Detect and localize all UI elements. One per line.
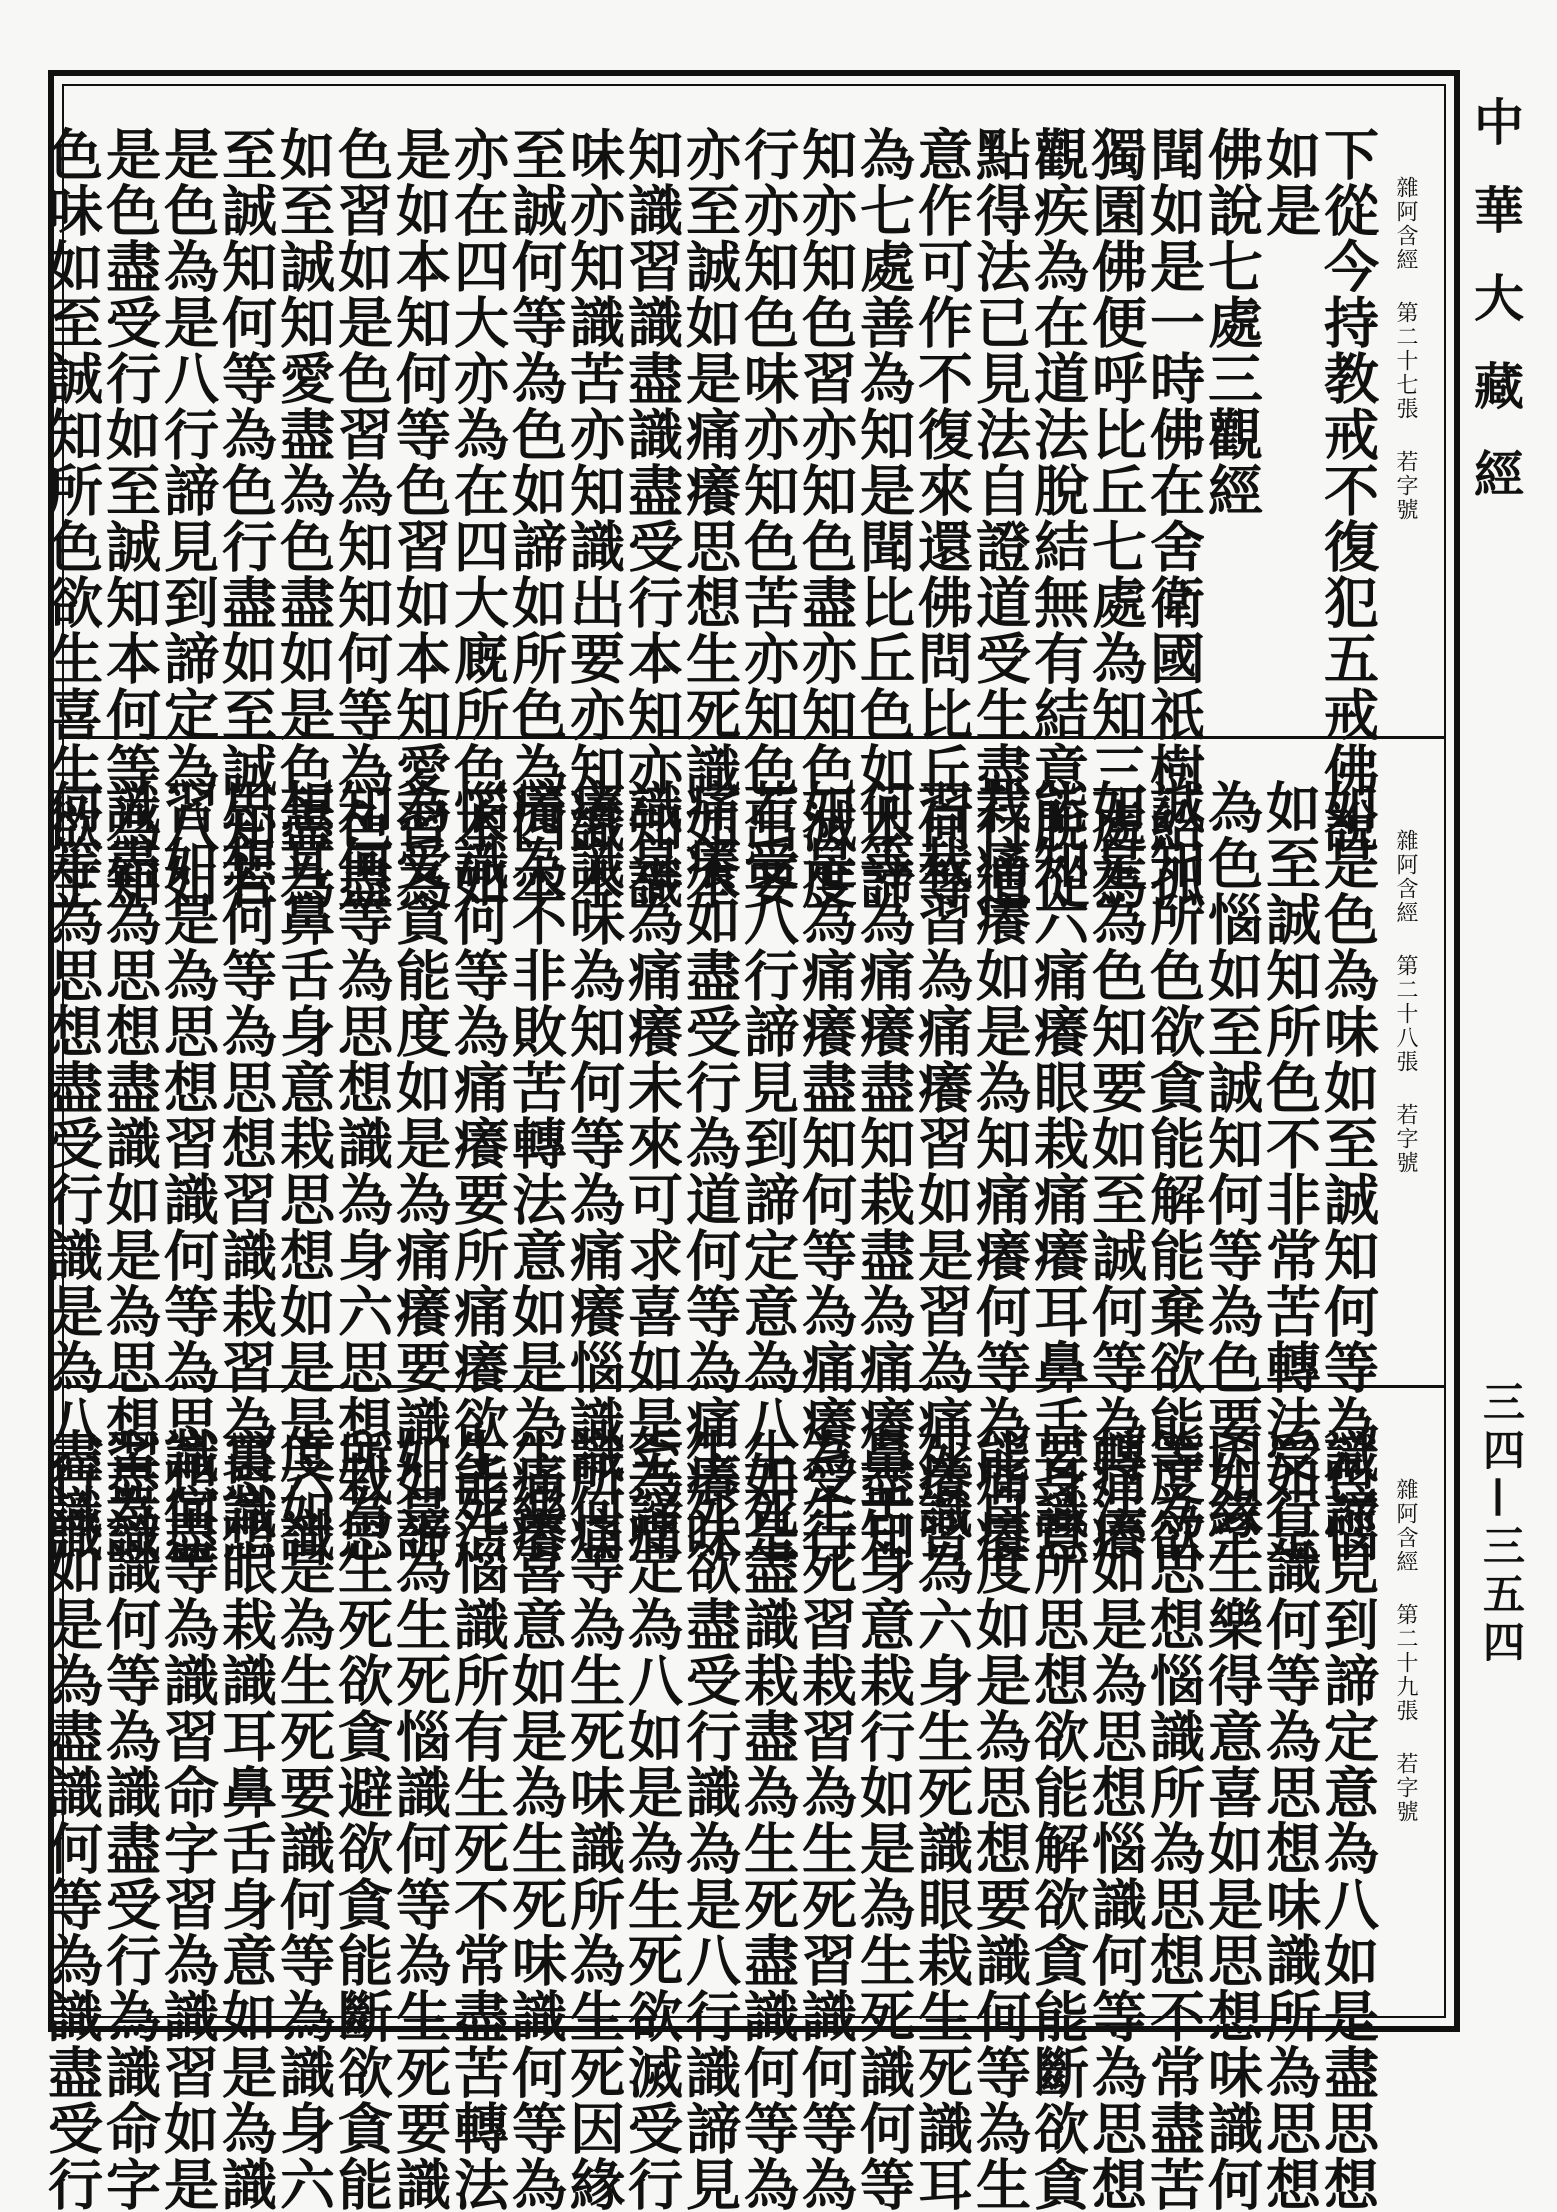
text-column: 度如是為生死要識何等為識身六 bbox=[271, 1428, 336, 2212]
text-column: 是色為是八行諦見到諦定為八如 bbox=[155, 126, 220, 910]
text-column: 佛說七處三觀經 bbox=[1199, 126, 1264, 518]
text-column: 至誠知何等為色行盡如至誠知若 bbox=[213, 126, 278, 910]
text-column: 識盡為思想盡識如是為思想盡識 bbox=[97, 779, 162, 1563]
text-column: 觀疾為在道法脫結無有結意脫從 bbox=[1025, 126, 1090, 910]
text-column: 生樂喜意如是為生死味識何等為 bbox=[503, 1428, 568, 2212]
text-column: 誠知所色欲貪能解能棄欲能度欲 bbox=[1141, 779, 1206, 1563]
text-column: 色味如至誠知所色欲生喜生欲生 bbox=[39, 126, 104, 910]
text-column: 下從今持教戒不復犯五戒佛說 bbox=[1315, 126, 1380, 854]
text-column: 至誠何等為色如諦如所色為四本 bbox=[503, 126, 568, 910]
panel-2-sutra-name: 雜阿含經 bbox=[1393, 829, 1418, 925]
text-column: 獨園佛便呼比丘七處為知三處為 bbox=[1083, 126, 1148, 910]
text-column: 為生死習栽習為生死習識何等為 bbox=[793, 1428, 858, 2212]
text-column: 習為識何等為識盡受行為識命字 bbox=[97, 1428, 162, 2212]
panel-1-volume-mark: 若字號 bbox=[1393, 450, 1418, 522]
text-column: 聞如是一時佛在舍衛國祇樹給孤 bbox=[1141, 126, 1206, 910]
text-column: 為受貪能度如是為痛癢要識如諦 bbox=[387, 779, 452, 1563]
text-column: 死識為六身生死識眼栽生死識耳 bbox=[909, 1428, 974, 2212]
text-column: 習栽習為痛癢習如是習為痛癢習 bbox=[909, 779, 974, 1563]
text-column: 若受八行諦見到諦定意為八如是 bbox=[735, 779, 800, 1563]
panel-2-volume-mark: 若字號 bbox=[1393, 1103, 1418, 1175]
text-column: 如是 bbox=[1257, 126, 1322, 238]
sutra-panel-3 bbox=[39, 1385, 1444, 2212]
text-column: 所為生死欲貪避欲貪能斷欲貪能 bbox=[329, 1428, 394, 2212]
text-column: 識是為痛癢未來可求喜如是為痛 bbox=[619, 779, 684, 1563]
text-column: 知識習識盡識盡受行本知亦知識 bbox=[619, 126, 684, 910]
text-column: 如是色為味如至誠知何等為色惱 bbox=[1315, 779, 1380, 1563]
text-column: 癢為不非敗苦轉法意如是為痛癢 bbox=[503, 779, 568, 1563]
panel-2-header bbox=[1376, 739, 1434, 1382]
text-column: 能自度如是為思想要識何等為生 bbox=[967, 1428, 1032, 2212]
text-column: 何等為思想盡受行識是為八行識 bbox=[39, 779, 104, 1563]
sutra-panel-2 bbox=[39, 736, 1444, 1563]
text-column: 痛癢如盡受行為道何等為痛癢味 bbox=[677, 779, 742, 1563]
text-column: 要識所思想欲能解欲貪能斷欲貪 bbox=[1025, 1428, 1090, 2212]
text-column: 是色盡受行如至誠知本何等為知 bbox=[97, 126, 162, 910]
text-column: 如是為生死惱識何等為生死要識 bbox=[387, 1428, 452, 2212]
text-column: 盡識如是為盡識何等為識盡受行 bbox=[39, 1428, 104, 2212]
text-column: 如是為痛癢盡知何等為痛癢受行 bbox=[793, 779, 858, 1563]
text-column: 如至誠知愛盡為色盡如是色盡為 bbox=[271, 126, 336, 910]
text-column: 意作可作不復來還佛問比丘何等 bbox=[909, 126, 974, 910]
page-frame-inner bbox=[39, 84, 1446, 2212]
text-column: 識諦見到諦定意為八如是盡思想 bbox=[1315, 1428, 1380, 2212]
side-title: 中華大藏經 bbox=[1466, 96, 1525, 536]
text-column: 因緣生樂得意喜如是思想味識何 bbox=[1199, 1428, 1264, 2212]
text-column: 癢識味為知何等為痛癢惱識所痛 bbox=[561, 779, 626, 1563]
text-column: 思想何等為思想習識栽習為思想 bbox=[213, 779, 278, 1563]
text-column: 是如本知何等色習如本知愛習為 bbox=[387, 126, 452, 910]
text-column: 知亦知色習亦知色盡亦知色滅度 bbox=[793, 126, 858, 910]
text-column: 受行識何等為思想味識所為思想 bbox=[1257, 1428, 1322, 2212]
panel-3-volume-mark: 若字號 bbox=[1393, 1752, 1418, 1824]
text-column: 為色惱如至誠知何等為色要如至 bbox=[1199, 779, 1264, 1563]
text-column: 生死欲盡受行識為是八行識諦見 bbox=[677, 1428, 742, 2212]
text-column: 生死惱識所有生死不常盡苦轉法 bbox=[445, 1428, 510, 2212]
panel-3-sutra-name: 雜阿含經 bbox=[1393, 1478, 1418, 1574]
text-column: 至諦定為八如是為生死欲滅受行 bbox=[619, 1428, 684, 2212]
text-column: 識何等為生死味識所為生死因緣 bbox=[561, 1428, 626, 2212]
panel-3-page-label: 第二十九張 bbox=[1393, 1603, 1418, 1723]
text-column: 色習如是色習為知知何等為色盡 bbox=[329, 126, 394, 910]
text-column: 如至誠知所色不非常苦轉法如是 bbox=[1257, 779, 1322, 1563]
text-column: 裏識眼栽識耳鼻舌身意如是為識 bbox=[213, 1428, 278, 2212]
side-page-number: 三四—三五四 bbox=[1477, 1380, 1526, 1668]
panel-1-sutra-name: 雜阿含經 bbox=[1393, 176, 1418, 272]
text-column: 為七處善為知是聞比丘色如本諦 bbox=[851, 126, 916, 910]
text-column: 知何等為思想識為身六思想栽思 bbox=[329, 779, 394, 1563]
text-column: 栽痛癢如是為知痛癢何等為痛癢 bbox=[967, 779, 1032, 1563]
text-column: 味亦知識苦亦知識出要亦知識本 bbox=[561, 126, 626, 910]
panel-2-page-label: 第二十八張 bbox=[1393, 954, 1418, 1074]
text-column: 習如是為思想習識何等為思想盡 bbox=[155, 779, 220, 1563]
text-column: 如是為色知要如至誠何等為痛癢 bbox=[1083, 779, 1148, 1563]
text-column: 等為思想惱識所為思想不常盡苦 bbox=[1141, 1428, 1206, 2212]
sutra-panel-1 bbox=[39, 86, 1444, 910]
text-column: 惱識何等為痛癢要所痛癢欲能活 bbox=[445, 779, 510, 1563]
text-column: 行亦知色味亦知色苦亦知色出要 bbox=[735, 126, 800, 910]
panel-3-header bbox=[1376, 1388, 1434, 2022]
text-column: 鼻舌身意栽行如是為生死識何等 bbox=[851, 1428, 916, 2212]
text-column: 轉法如是為思想惱識何等為思想 bbox=[1083, 1428, 1148, 2212]
text-column: 點得法已見法自證道受生盡行道 bbox=[967, 126, 1032, 910]
text-column: 何等為痛癢盡知栽盡為痛癢盡知 bbox=[851, 779, 916, 1563]
text-column: 亦在四大亦為在四大廐所色本如 bbox=[445, 126, 510, 910]
panel-1-header bbox=[1376, 86, 1434, 734]
page-frame bbox=[39, 70, 1460, 2212]
text-column: 想耳鼻舌身意栽思想如是是六識 bbox=[271, 779, 336, 1563]
text-column: 識何等為識習命字習為識習如是 bbox=[155, 1428, 220, 2212]
panel-1-page-label: 第二十七張 bbox=[1393, 301, 1418, 421]
text-column: 亦至誠如是痛癢思想生死識如本 bbox=[677, 126, 742, 910]
text-column: 生死盡識栽盡為生死盡識何等為 bbox=[735, 1428, 800, 2212]
text-column: 能知六痛癢眼栽痛癢耳鼻舌身意 bbox=[1025, 779, 1090, 1563]
